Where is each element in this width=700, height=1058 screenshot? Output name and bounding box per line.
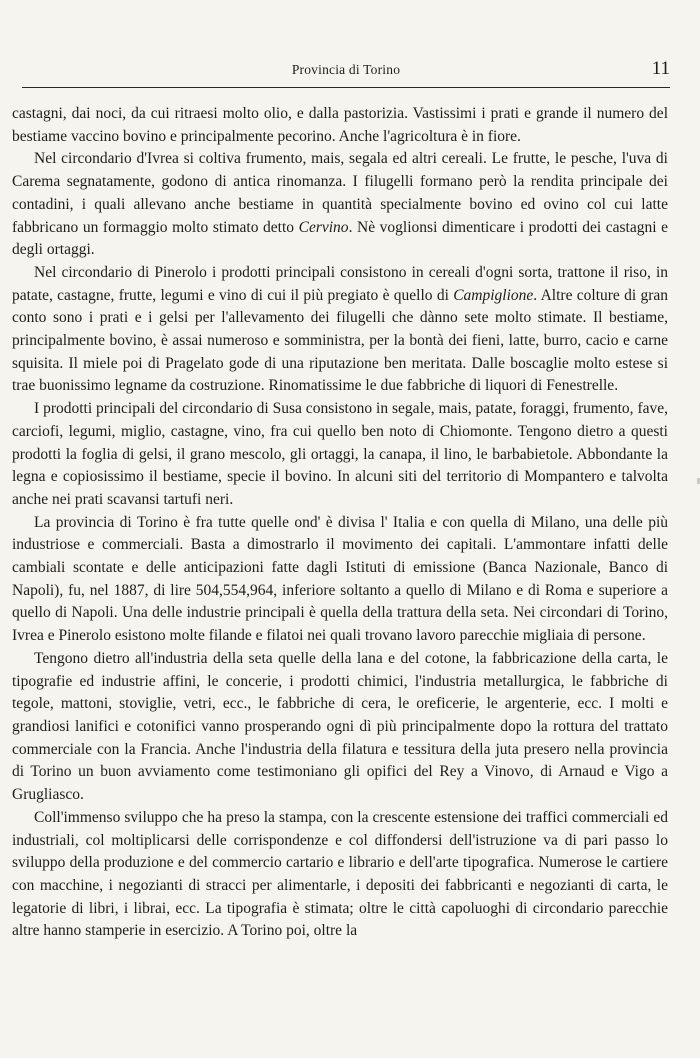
page-number: 11	[651, 58, 670, 79]
body-text	[12, 103, 668, 943]
paragraph-provincia-torino: La provincia di Torino è fra tutte quelle ond' è divisa l' Italia e con quella di Milano, una delle più industriose e commerciali. Basta a dimostrarlo il movimento dei capitali. L'ammontare infatti delle cambiali scontate e delle anticipazioni fatte dagli Istituti di emissione (Banca Nazionale, Banco di Napoli), fu, nel 1887, di lire 504,554,964, inferiore soltanto a quello di Milano e di Roma e superiore a quello di Napoli. Una delle industrie principali è quella della trattura della seta. Nei circondari di Torino, Ivrea e Pinerolo esistono molte filande e filatoi nei quali trovano lavoro parecchie migliaia di persone.	[12, 513, 668, 645]
page-header	[22, 58, 670, 88]
paragraph-susa: I prodotti principali del circondario di Susa consistono in segale, mais, patate, foraggi, frumento, fave, carciofi, legumi, miglio, castagne, vino, fra cui quello ben noto di Chiomonte. Tengono dietro a questi prodotti la foglia di gelsi, il grano mescolo, gli ortaggi, la canapa, il lino, le barbabietole. Abbondante la legna e copiosissimo il bestiame, specie il bovino. In alcuni siti del territorio di Mompantero e talvolta anche nei prati scavansi tartufi neri.	[12, 400, 668, 508]
paragraph-industrie: Tengono dietro all'industria della seta quelle della lana e del cotone, la fabbricazione della carta, le tipografie ed industrie affini, le concerie, i prodotti chimici, l'industria metallurgica, le fabbriche di tegole, mattoni, stoviglie, vetri, ecc., le fabbriche di cera, le oreficerie, le argenterie, ecc. I molti e grandiosi lanifici e cotonifici vanno prosperando ogni dì più principalmente dopo la rottura del trattato commerciale con la Francia. Anche l'industria della filatura e tessitura della juta presero nella provincia di Torino un buon avviamento come testimoniano gli opifici del Rey a Vinovo, di Arnaud e Vigo a Grugliasco.	[12, 649, 668, 804]
paragraph-ivrea: Nel circondario d'Ivrea si coltiva frumento, mais, segala ed altri cereali. Le frutte, le pesche, l'uva di Carema segnatamente, godono di antica rinomanza. I filugelli formano però la rendita principale dei contadini, i quali allevano anche bestiame in quantità specialmente bovino ed ovino col cui latte fabbricano un formaggio molto stimato detto Cervino. Nè voglionsi dimenticare i prodotti dei castagni e degli ortaggi.	[12, 150, 668, 259]
paragraph-pinerolo: Nel circondario di Pinerolo i prodotti principali consistono in cereali d'ogni sorta, trattone il riso, in patate, castagne, frutte, legumi e vino di cui il più pregiato è quello di Campiglione. Altre colture di gran conto sono i prati e i gelsi per l'allevamento dei filugelli che dànno sete molto stimate. Il bestiame, principalmente bovino, è assai numeroso e somministra, per la bontà dei fieni, latte, burro, cacio e carne squisita. Il miele poi di Pragelato gode di una riputazione ben meritata. Dalle boscaglie molto estese si trae buonissimo legname da costruzione. Rinomatissime le due fabbriche di liquori di Fenestrelle.	[12, 263, 668, 395]
paragraph-stampa: Coll'immenso sviluppo che ha preso la stampa, con la crescente estensione dei traffici commerciali ed industriali, col moltiplicarsi delle corrispondenze e col diffondersi dell'istruzione va di pari passo lo sviluppo della produzione e del commercio cartario e librario e dell'arte tipografica. Numerose le cartiere con macchine, i negozianti di stracci per alimentarle, i depositi dei fabbricanti e negozianti di carta, le legatorie di libri, i librai, ecc. La tipografia è stimata; oltre le città capoluoghi di circondario parecchie altre hanno stamperie in esercizio. A Torino poi, oltre la	[12, 808, 668, 940]
italic-name: Campiglione	[453, 286, 534, 304]
running-title: Provincia di Torino	[291, 62, 401, 77]
header-rule	[22, 87, 670, 88]
paragraph-castagni: castagni, dai noci, da cui ritraesi molto olio, e dalla pastorizia. Vastissimi i prati e grande il numero del bestiame vaccino bovino e principalmente pecorino. Anche l'agricoltura è in fiore.	[12, 105, 668, 145]
italic-name: Cervino	[298, 218, 349, 236]
